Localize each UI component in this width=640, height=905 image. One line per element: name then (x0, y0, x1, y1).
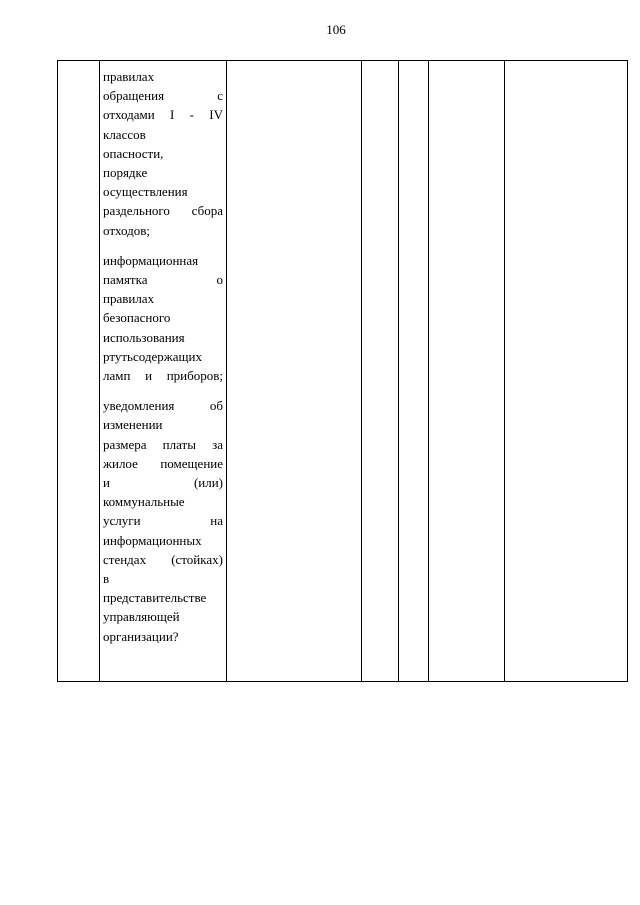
text-line: стендах (стойках) (103, 551, 223, 567)
text-line: правилах (103, 291, 155, 307)
question-paragraph (103, 251, 223, 385)
text-line: представительстве (103, 590, 207, 606)
text-line: опасности, (103, 145, 164, 161)
text-line: жилое помещение (103, 455, 223, 471)
question-paragraph (103, 396, 223, 646)
text-line: управляющей (103, 609, 180, 625)
text-line: информационных (103, 532, 202, 548)
text-line: информационная (103, 252, 199, 268)
text-line: использования (103, 329, 185, 345)
table-cell-empty (362, 61, 399, 682)
table-cell-number (58, 61, 100, 682)
requirements-table (57, 60, 628, 682)
text-line: в (103, 571, 110, 587)
text-line: раздельного сбора (103, 203, 223, 219)
text-line: классов (103, 126, 146, 142)
table-cell-empty (399, 61, 429, 682)
page-number: 106 (326, 22, 346, 37)
table-row (58, 61, 628, 682)
text-line: коммунальные (103, 494, 185, 510)
text-line: отходов; (103, 222, 151, 238)
text-line: отходами I - IV (103, 107, 223, 123)
table-cell-empty (505, 61, 628, 682)
question-paragraphs (103, 67, 223, 646)
text-line: правилах (103, 69, 155, 84)
text-line: обращения с (103, 88, 223, 104)
question-paragraph (103, 67, 223, 240)
text-line: организации? (103, 628, 179, 644)
text-line: уведомления об (103, 398, 223, 414)
table-cell-empty (227, 61, 362, 682)
text-line: ртутьсодержащих (103, 348, 202, 364)
table-cell-empty (429, 61, 505, 682)
text-line: размера платы за (103, 436, 223, 452)
text-line: изменении (103, 417, 163, 433)
text-line: ламп и приборов; (103, 368, 223, 384)
text-line: памятка о (103, 272, 223, 288)
text-line: осуществления (103, 184, 188, 200)
text-line: порядке (103, 165, 148, 181)
text-line: услуги на (103, 513, 223, 529)
table-cell-question (100, 61, 227, 682)
text-line: безопасного (103, 310, 171, 326)
text-line: и (или) (103, 475, 223, 491)
